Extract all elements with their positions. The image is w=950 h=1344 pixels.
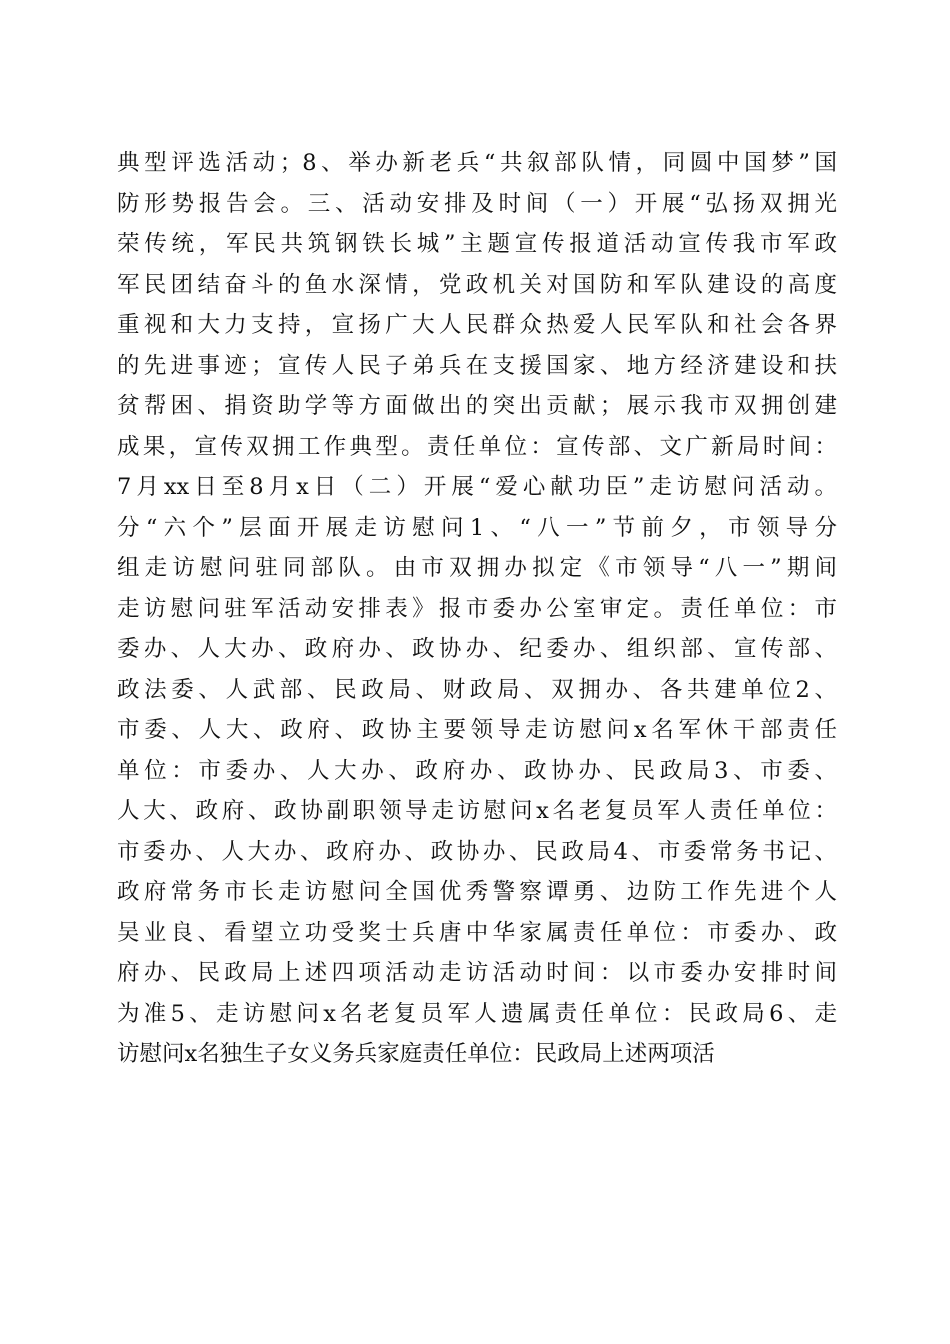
text-line: 军民团结奋斗的鱼水深情，党政机关对国防和军队建设的高度 — [117, 271, 837, 298]
text-line: 政法委、人武部、民政局、财政局、双拥办、各共建单位2、 — [117, 676, 837, 703]
text-line: 典型评选活动；8、举办新老兵“共叙部队情，同圆中国梦”国 — [117, 150, 837, 176]
text-line: 贫帮困、捐资助学等方面做出的突出贡献；展示我市双拥创建 — [117, 393, 837, 419]
text-line: 吴业良、看望立功受奖士兵唐中华家属责任单位：市委办、政 — [117, 919, 837, 946]
text-line: 的先进事迹；宣传人民子弟兵在支援国家、地方经济建设和扶 — [117, 352, 837, 379]
text-line: 成果，宣传双拥工作典型。责任单位：宣传部、文广新局时间： — [117, 433, 837, 460]
text-line: 组走访慰问驻同部队。由市双拥办拟定《市领导“八一”期间 — [117, 555, 837, 581]
text-line: 府办、民政局上述四项活动走访活动时间：以市委办安排时间 — [117, 960, 837, 986]
text-line: 重视和大力支持，宣扬广大人民群众热爱人民军队和社会各界 — [117, 312, 837, 338]
text-line: 荣传统，军民共筑钢铁长城”主题宣传报道活动宣传我市军政 — [117, 231, 837, 257]
document-body — [117, 143, 837, 1075]
text-line: 委办、人大办、政府办、政协办、纪委办、组织部、宣传部、 — [117, 636, 837, 662]
text-line: 单位：市委办、人大办、政府办、政协办、民政局3、市委、 — [117, 757, 837, 784]
text-line: 市委办、人大办、政府办、政协办、民政局4、市委常务书记、 — [117, 838, 837, 865]
text-line: 市委、人大、政府、政协主要领导走访慰问x名军休干部责任 — [117, 717, 837, 743]
text-line: 分“六个”层面开展走访慰问1、“八一”节前夕，市领导分 — [117, 514, 837, 541]
text-line: 政府常务市长走访慰问全国优秀警察谭勇、边防工作先进个人 — [117, 879, 837, 905]
text-line: 7月xx日至8月x日（二）开展“爱心献功臣”走访慰问活动。 — [117, 474, 837, 500]
text-line: 为准5、走访慰问x名老复员军人遗属责任单位：民政局6、走 — [117, 1000, 837, 1027]
text-line: 防形势报告会。三、活动安排及时间（一）开展“弘扬双拥光 — [117, 190, 837, 217]
text-line: 走访慰问驻军活动安排表》报市委办公室审定。责任单位：市 — [117, 595, 837, 622]
text-line: 人大、政府、政协副职领导走访慰问x名老复员军人责任单位： — [117, 798, 837, 824]
text-line: 访慰问x名独生子女义务兵家庭责任单位：民政局上述两项活 — [117, 1041, 715, 1067]
